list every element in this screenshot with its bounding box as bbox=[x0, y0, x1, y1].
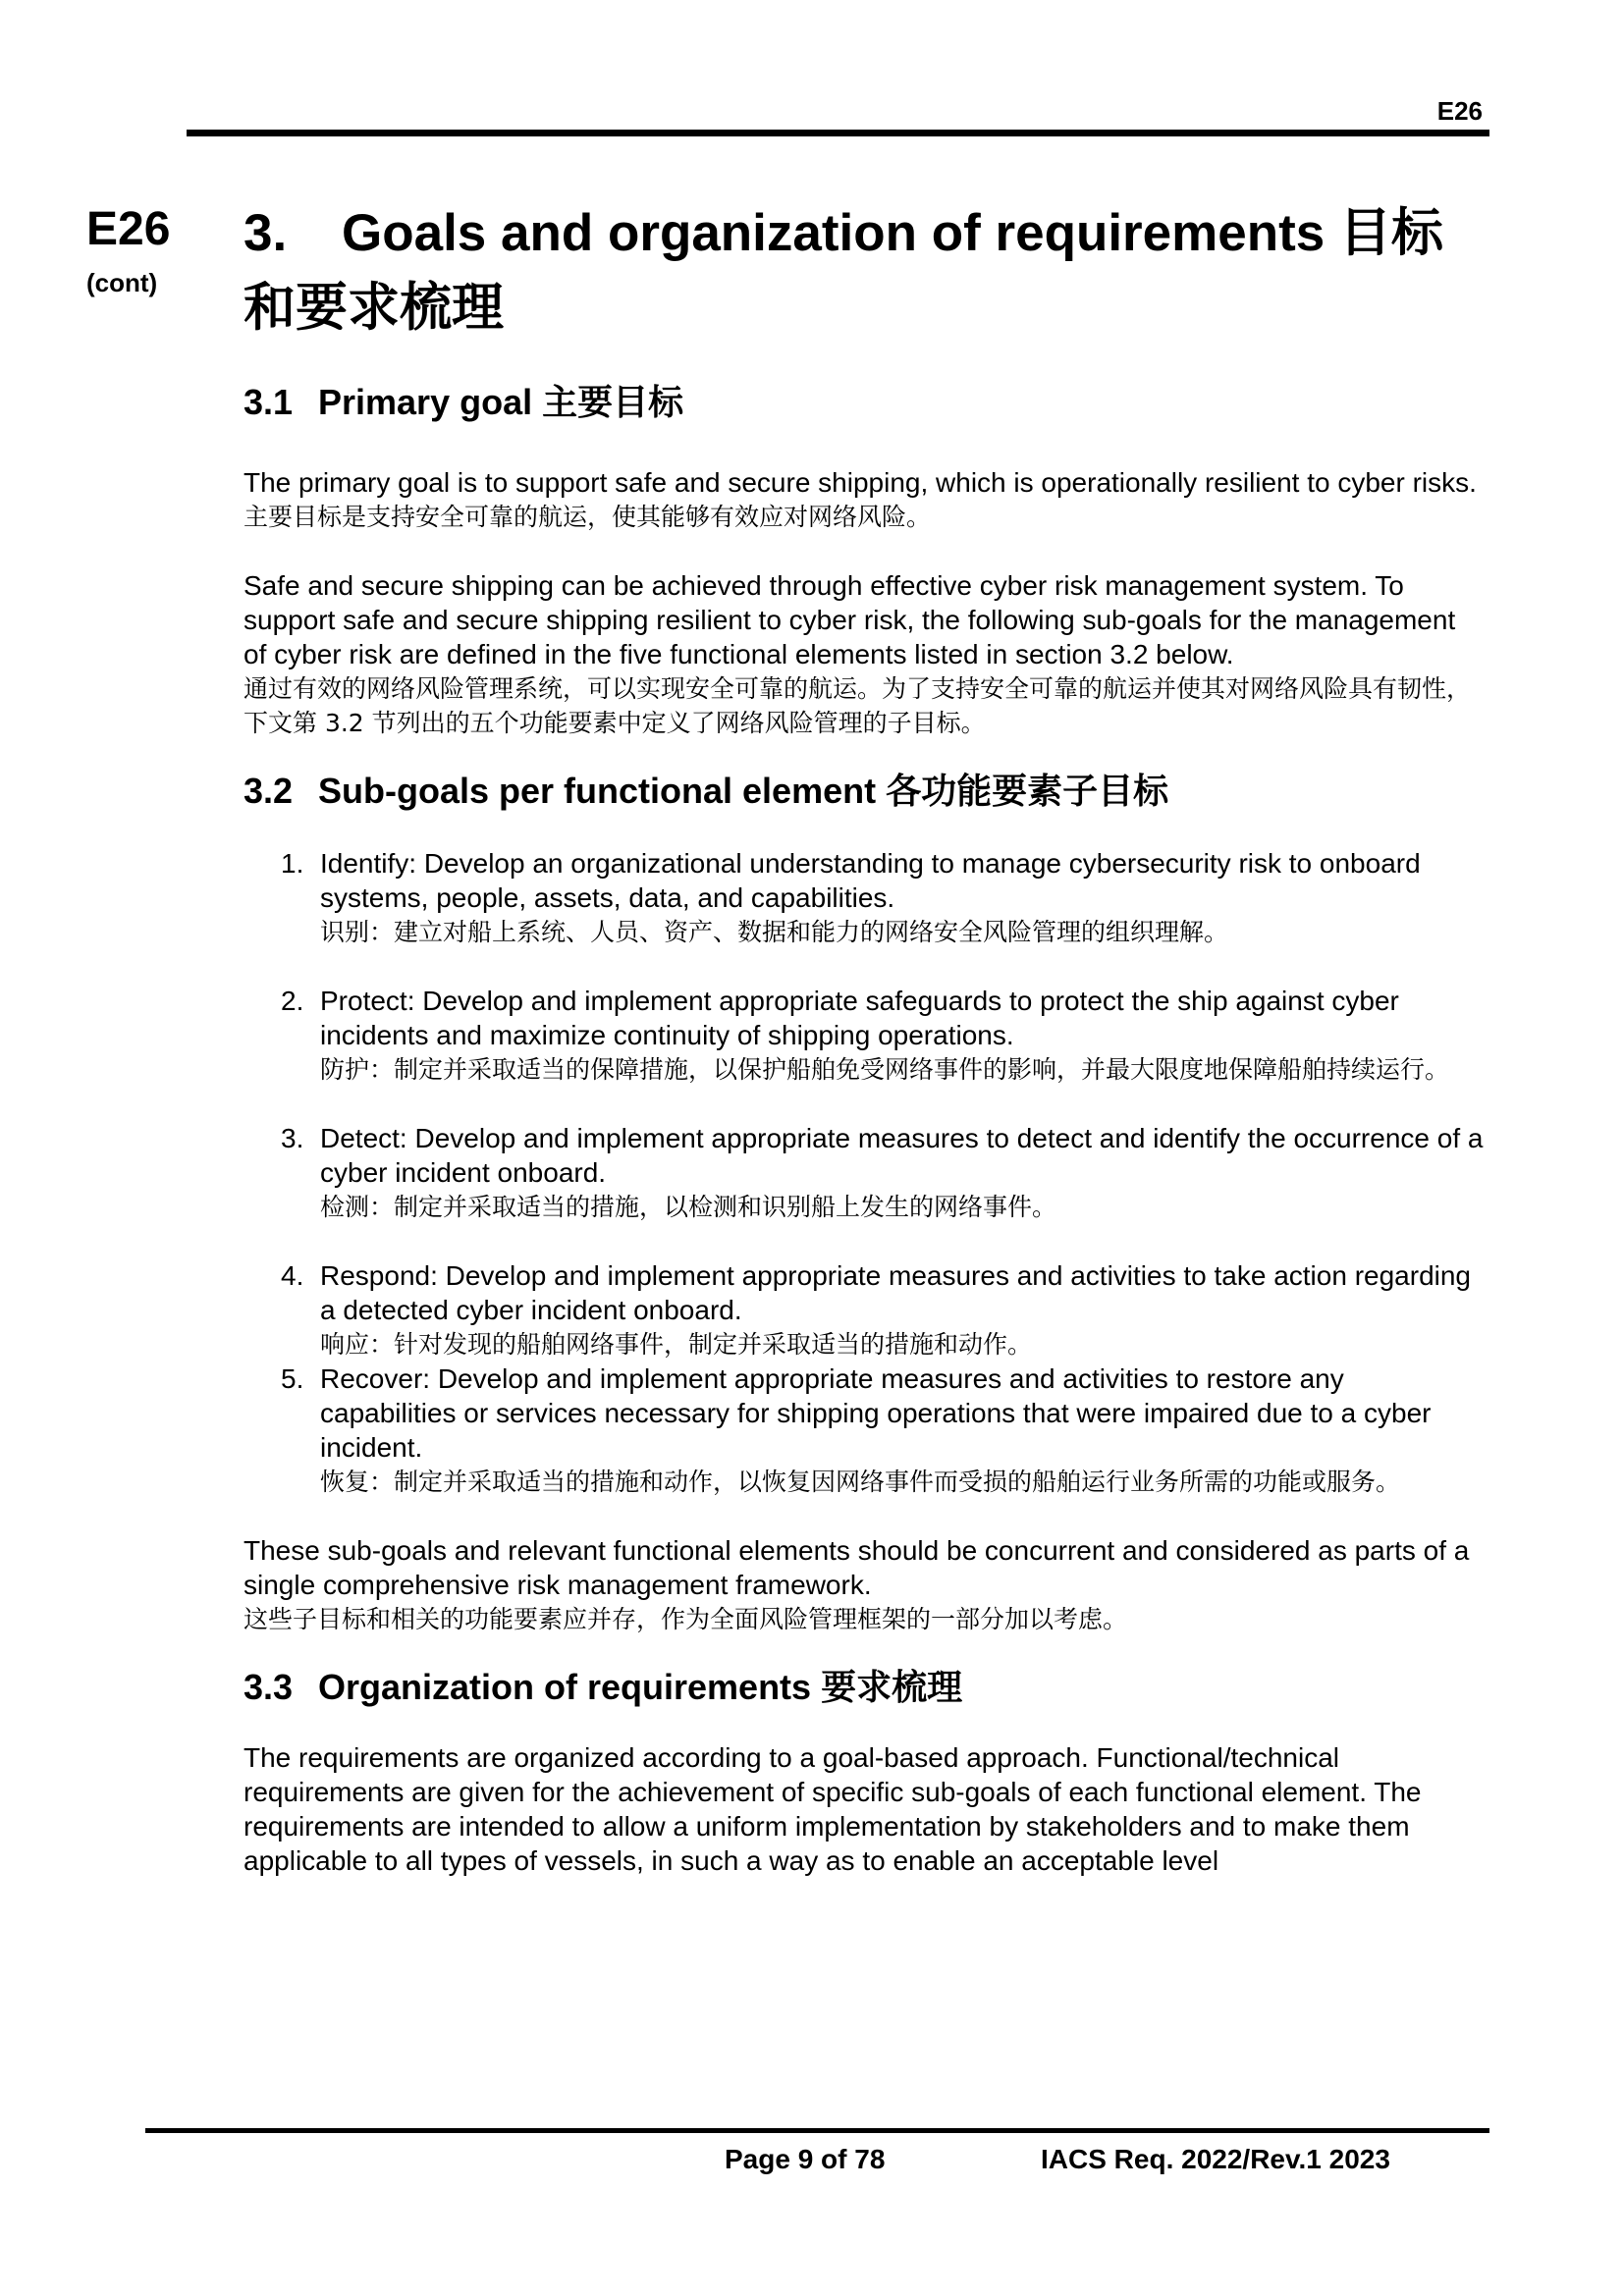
list-item-text-cn: 识别：建立对船上系统、人员、资产、数据和能力的网络安全风险管理的组织理解。 bbox=[320, 918, 1229, 946]
paragraph-cn: 这些子目标和相关的功能要素应并存，作为全面风险管理框架的一部分加以考虑。 bbox=[243, 1605, 1128, 1633]
list-number: 1. bbox=[281, 848, 304, 879]
list-number: 2. bbox=[281, 986, 304, 1016]
section-3-1-heading bbox=[243, 381, 1486, 424]
list-item-text: Identify: Develop an organizational understanding to manage cybersecurity risk to onboard systems, people, assets, data, and capabilities. bbox=[320, 848, 1421, 913]
header-code: E26 bbox=[1436, 96, 1483, 126]
list-number: 3. bbox=[281, 1123, 304, 1153]
list-item-text-cn: 恢复：制定并采取适当的措施和动作，以恢复因网络事件而受损的船舶运行业务所需的功能或服务。 bbox=[320, 1468, 1401, 1496]
section-3-2-heading bbox=[243, 770, 1486, 813]
side-cont: (cont) bbox=[86, 268, 158, 297]
section-title: Goals and organization of requirements 目标和要求梳理 bbox=[243, 204, 1443, 337]
section-number: 3.3 bbox=[243, 1667, 294, 1707]
footer-page-number: Page 9 of 78 bbox=[725, 2144, 886, 2174]
paragraph: The requirements are organized according to a goal-based approach. Functional/technical requirements are given for the achievement of specific sub-goals of each functional element. The requirements are intended to allow a uniform implementation by stakeholders and to make them applicable to all types of vessels, in such a way as to enable an acceptable level bbox=[243, 1742, 1422, 1876]
list-number: 4. bbox=[281, 1260, 304, 1291]
list-item bbox=[243, 846, 1486, 949]
paragraph-cn: 主要目标是支持安全可靠的航运，使其能够有效应对网络风险。 bbox=[243, 503, 932, 531]
sub-goal-list bbox=[243, 846, 1486, 1499]
section-title: Organization of requirements 要求梳理 bbox=[318, 1667, 963, 1707]
section-3-3-heading bbox=[243, 1666, 1486, 1709]
main-content bbox=[243, 196, 1486, 1878]
header-rule bbox=[187, 130, 1489, 136]
list-number: 5. bbox=[281, 1363, 304, 1394]
paragraph: Safe and secure shipping can be achieved through effective cyber risk management system. To support safe and secure shipping resilient to cyber risk, the following sub-goals for the management of cyber risk are defined in the five functional elements listed in section 3.2 below. bbox=[243, 570, 1456, 669]
section-number: 3.2 bbox=[243, 771, 294, 811]
side-code: E26 bbox=[86, 203, 171, 255]
footer-reference: IACS Req. 2022/Rev.1 2023 bbox=[1041, 2144, 1390, 2174]
list-item-text-cn: 防护：制定并采取适当的保障措施，以保护船舶免受网络事件的影响，并最大限度地保障船舶持续运行。 bbox=[320, 1055, 1450, 1084]
section-title: Primary goal 主要目标 bbox=[318, 382, 684, 422]
list-item-text-cn: 响应：针对发现的船舶网络事件，制定并采取适当的措施和动作。 bbox=[320, 1330, 1033, 1359]
section-number: 3. bbox=[243, 204, 288, 262]
list-item bbox=[243, 1121, 1486, 1224]
section-number: 3.1 bbox=[243, 382, 294, 422]
list-item bbox=[243, 984, 1486, 1087]
section-3-heading bbox=[243, 196, 1486, 346]
footer-rule bbox=[145, 2128, 1489, 2133]
paragraph: The primary goal is to support safe and secure shipping, which is operationally resilient to cyber risks. bbox=[243, 467, 1477, 498]
list-item-text: Detect: Develop and implement appropriate measures to detect and identify the occurrence of a cyber incident onboard. bbox=[320, 1123, 1484, 1188]
paragraph-cn: 通过有效的网络风险管理系统，可以实现安全可靠的航运。为了支持安全可靠的航运并使其对网络风险具有韧性，下文第 3.2 节列出的五个功能要素中定义了网络风险管理的子目标。 bbox=[243, 674, 1472, 737]
list-item-text-cn: 检测：制定并采取适当的措施，以检测和识别船上发生的网络事件。 bbox=[320, 1193, 1057, 1221]
list-item-text: Respond: Develop and implement appropriate measures and activities to take action regarding a detected cyber incident onboard. bbox=[320, 1260, 1472, 1325]
list-item-text: Protect: Develop and implement appropriate safeguards to protect the ship against cyber incidents and maximize continuity of shipping operations. bbox=[320, 986, 1399, 1050]
section-title: Sub-goals per functional element 各功能要素子目标 bbox=[318, 771, 1169, 811]
paragraph: These sub-goals and relevant functional elements should be concurrent and considered as parts of a single comprehensive risk management framework. bbox=[243, 1535, 1470, 1600]
list-item bbox=[243, 1258, 1486, 1362]
list-item-text: Recover: Develop and implement appropriate measures and activities to restore any capabilities or services necessary for shipping operations that were impaired due to a cyber incident. bbox=[320, 1363, 1432, 1463]
list-item bbox=[243, 1362, 1486, 1499]
